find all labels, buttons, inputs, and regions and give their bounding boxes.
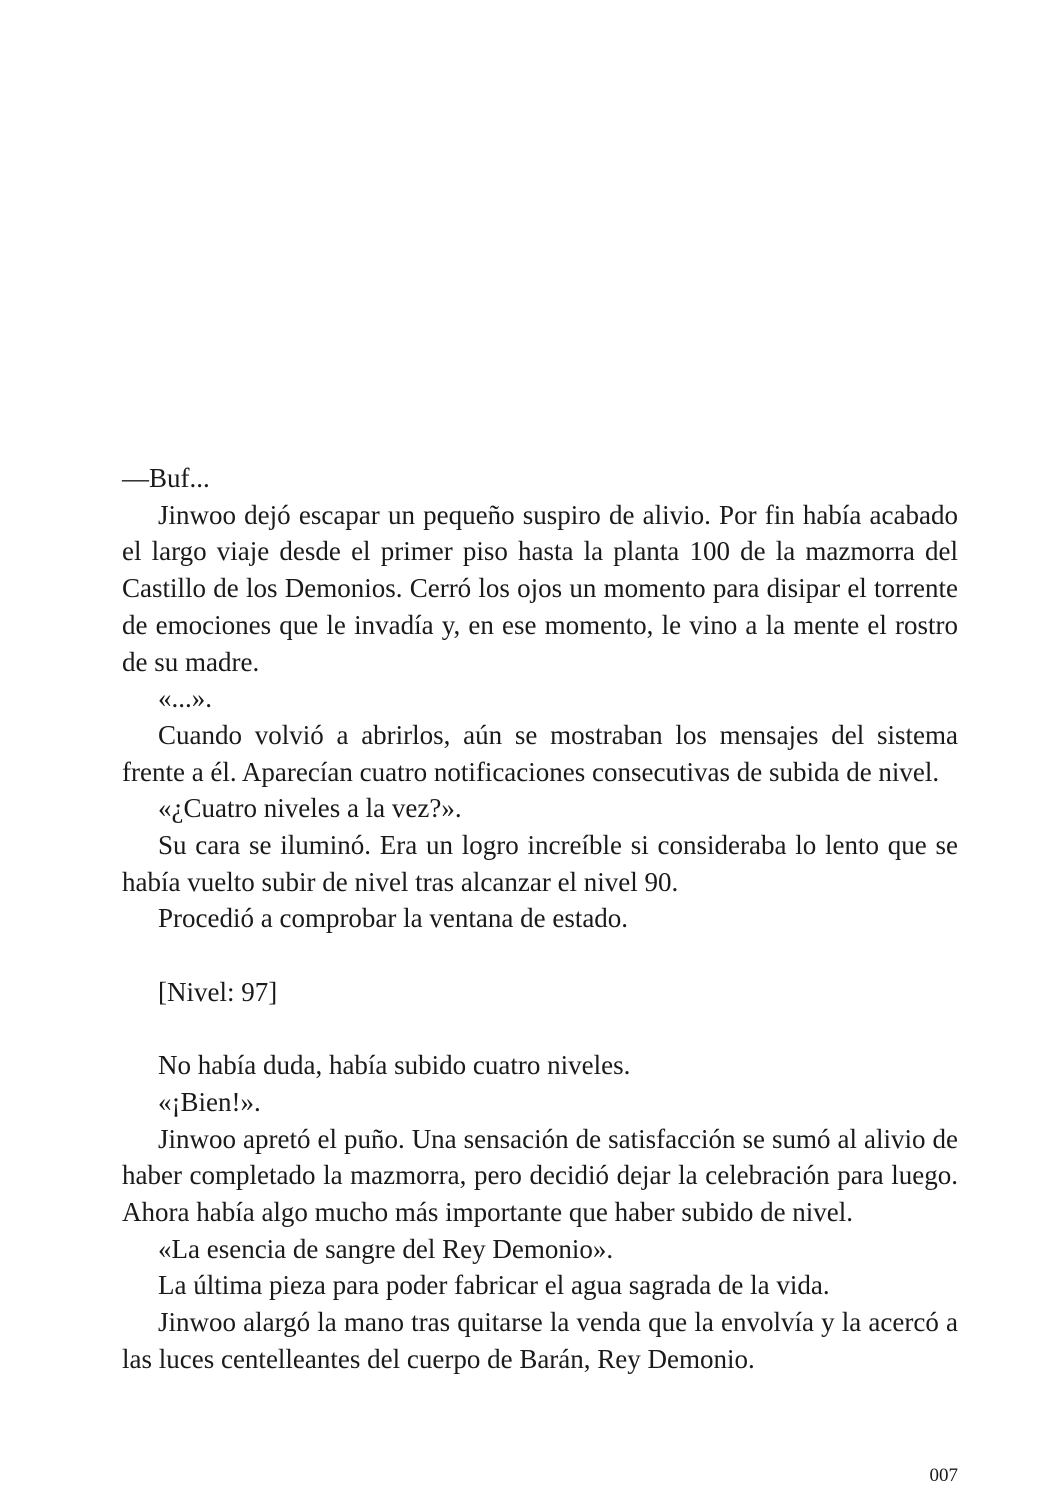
paragraph-fist: Jinwoo apretó el puño. Una sensación de satisfacción se sumó al alivio de haber completado la mazmorra, pero decidió dejar la celebración para luego. Ahora había algo mucho más importante que haber subido de nivel. [122,1123,958,1228]
paragraph-thought-ellipsis: «...». [158,683,212,714]
paragraph-relief: Jinwoo dejó escapar un pequeño suspiro de alivio. Por fin había acabado el largo viaje desde el primer piso hasta la planta 100 de la mazmorra del Castillo de los Demonios. Cerró los ojos un momento para disipar el torrente de emociones que le invadía y, en ese momento, le vino a la mente el rostro de su madre. [122,499,958,677]
paragraph-last-piece: La última pieza para poder fabricar el agua sagrada de la vida. [158,1270,830,1301]
paragraph-status-window: Procedió a comprobar la ventana de estado. [158,903,629,934]
paragraph-four-levels: «¿Cuatro niveles a la vez?». [158,793,462,824]
body-text [122,460,958,1378]
blank-line [122,1011,958,1048]
paragraph-essence: «La esencia de sangre del Rey Demonio». [158,1233,614,1264]
status-level: [Nivel: 97] [158,976,278,1007]
page-number: 007 [929,1465,958,1486]
paragraph-system-messages: Cuando volvió a abrirlos, aún se mostraban los mensajes del sistema frente a él. Aparecían cuatro notificaciones consecutivas de subida de nivel. [122,719,958,787]
paragraph-hand: Jinwoo alargó la mano tras quitarse la venda que la envolvía y la acercó a las luces centelleantes del cuerpo de Barán, Rey Demonio. [122,1307,958,1374]
paragraph-face-lit: Su cara se iluminó. Era un logro increíble si consideraba lo lento que se había vuelto subir de nivel tras alcanzar el nivel 90. [122,830,958,897]
blank-line [122,937,958,974]
paragraph-dialogue-buf: —Buf... [122,463,210,493]
paragraph-bien: «¡Bien!». [158,1086,261,1117]
paragraph-no-doubt: No había duda, había subido cuatro niveles. [158,1050,631,1081]
